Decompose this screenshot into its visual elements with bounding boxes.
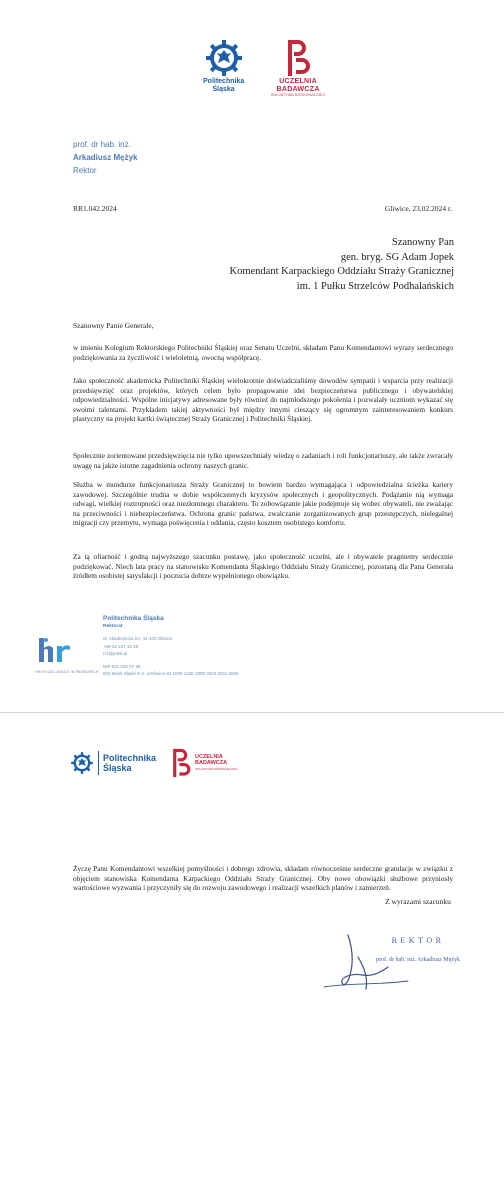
polsl-gear-emblem-icon xyxy=(204,38,244,78)
hr-excellence-logo xyxy=(35,636,97,674)
footer-address: ul. Akademicka 2A, 44-100 Gliwice xyxy=(103,636,173,641)
polsl-logo-horizontal xyxy=(70,751,156,775)
badge-line1: UCZELNIA xyxy=(279,78,317,85)
rektor-stamp-name: prof. dr hab. inż. Arkadiusz Mężyk xyxy=(376,957,460,963)
addressee-line: Szanowny Pan xyxy=(391,237,454,248)
polsl-logo xyxy=(203,38,244,94)
hr-caption: HR EXCELLENCE IN RESEARCH xyxy=(35,670,99,674)
badge-sub: INICJATYWA DOSKONAŁOŚCI xyxy=(271,93,326,97)
hr-logo-icon xyxy=(35,636,75,664)
body-paragraph: w imieniu Kolegium Rektorskiego Politechniki Śląskiej oraz Senatu Uczelni, składam Panu Komendantowi wyrazy serdecznego podziękowania za życzliwość i wieloletnią, owocną współpracę. xyxy=(73,343,453,362)
badge-line2: BADAWCZA xyxy=(195,760,228,766)
reference-number: RR1.042.2024 xyxy=(73,204,117,213)
addressee-line: gen. bryg. SG Adam Jopek xyxy=(340,251,454,263)
body-paragraph: Za tą ofiarność i godną najwyższego szacunku postawę, jako społeczność uczelni, ale i obywatele pragniemy serdecznie podziękować. Niech lata pracy na stanowisku Komendanta Śląskiego Oddziału Straży Granicznej, pozostaną dla Pana Generała źródłem osobistej satysfakcji i poczucia dobrze wypełnionego obowiązku. xyxy=(73,552,453,581)
closing-phrase: Z wyrazami szacunku xyxy=(385,897,451,906)
body-paragraph: Społecznie zorientowane przedsięwzięcia nie tylko upowszechniały wiedzę o zadaniach i roli funkcjonariuszy, ale także zwracały uwagę na jakże istotne zagadnienia ochrony naszych granic. xyxy=(73,451,453,470)
polsl-name-line2: Śląska xyxy=(103,763,132,773)
polsl-name xyxy=(103,753,156,773)
letter-page-2 xyxy=(0,712,504,1201)
footer-contact xyxy=(103,615,239,678)
footer-unit: Rektorat xyxy=(103,624,123,629)
author-title: prof. dr hab. inż. xyxy=(73,140,131,149)
handwritten-signature xyxy=(318,927,438,997)
rektor-stamp: REKTOR xyxy=(391,936,445,945)
badge-text xyxy=(195,754,238,772)
body-paragraph: Służba w mundurze funkcjonariusza Straży Granicznej to bowiem bardzo wymagająca i odpowiedzialna ścieżka kariery zawodowej. Szczególnie trudna w dobie współczesnych kryzysów społecznych i geopolitycznych. Podążanie nią wymaga odwagi, wielkiej roztropności oraz niezłomnego charakteru. To zobowiązanie jakie podejmuje się wobec obywateli, nie zważając na przeciwności i niebezpieczeństwa. Ochrona granic państwa, zwalczanie zorganizowanych grup przestępczych, nielegalnej migracji czy przemytu, wymaga poświęcenia i oddania, często kosztem osobistego komfortu. xyxy=(73,480,453,528)
badge-line1: UCZELNIA xyxy=(195,754,223,760)
research-university-mark-icon xyxy=(170,747,192,779)
research-university-badge xyxy=(271,38,325,97)
addressee-block xyxy=(230,236,455,294)
polsl-name-line1: Politechnika xyxy=(203,78,245,85)
author-block xyxy=(73,138,137,177)
polsl-name-line2: Śląska xyxy=(212,86,235,93)
footer-bank: ING Bank Śląski S.A. o/Gliwice 60 1050 1230 1000 0002 0211 5056 xyxy=(103,671,239,676)
author-name: Arkadiusz Mężyk xyxy=(73,153,138,162)
research-university-mark-icon xyxy=(284,38,312,78)
addressee-line: Komendant Karpackiego Oddziału Straży Granicznej xyxy=(229,266,454,277)
polsl-name-line1: Politechnika xyxy=(103,753,157,763)
salutation: Szanowny Panie Generale, xyxy=(73,321,154,330)
logo-separator xyxy=(98,751,99,775)
badge-sub: INICJATYWA DOSKONAŁOŚCI xyxy=(195,767,238,771)
addressee-line: im. 1 Pułku Strzelców Podhalańskich xyxy=(296,280,454,292)
footer-email: rr1@polsl.pl xyxy=(103,651,128,656)
author-role: Rektor xyxy=(73,166,97,175)
letter-date: Gliwice, 23.02.2024 r. xyxy=(384,204,452,213)
footer-phone: +48 32 237 12 55 xyxy=(103,643,139,649)
body-paragraph: Życzę Panu Komendantowi wszelkiej pomyślności i dobrego zdrowia, składam równocześnie serdeczne gratulacje w związku z objęciem stanowiska Komendanta Karpackiego Oddziału Straży Granicznej. Oby nowe obowiązki służbowe przyniosły wartościowe wyzwania i przyczyniły się do rozwoju zawodowego i realizacji wszelkich planów i zamierzeń. xyxy=(73,864,453,893)
footer-nip: NIP 631 020 07 36 xyxy=(103,663,141,669)
footer-org: Politechnika Śląska xyxy=(103,615,164,622)
polsl-gear-emblem-icon xyxy=(70,751,94,775)
research-university-badge xyxy=(170,747,238,779)
body-paragraph: Jako społeczność akademicka Politechniki Śląskiej wielokrotnie doświadczaliśmy dowodów sympatii i wsparcia przy realizacji przedsięwzięć oraz projektów, których celem było propagowanie idei bezpieczeństwa publicznego i obywatelskiej odpowiedzialności. Wspólne inicjatywy adresowane były również do najmłodszego pokolenia i pozwalały uczniom wykazać się swoimi talentami. Przykładem takiej aktywności był między innymi cieszący się ogromnym zainteresowaniem konkurs plastyczny na projekt kartki świątecznej Straży Granicznej i Politechniki Śląskiej. xyxy=(73,376,453,424)
badge-line2: BADAWCZA xyxy=(276,85,320,93)
